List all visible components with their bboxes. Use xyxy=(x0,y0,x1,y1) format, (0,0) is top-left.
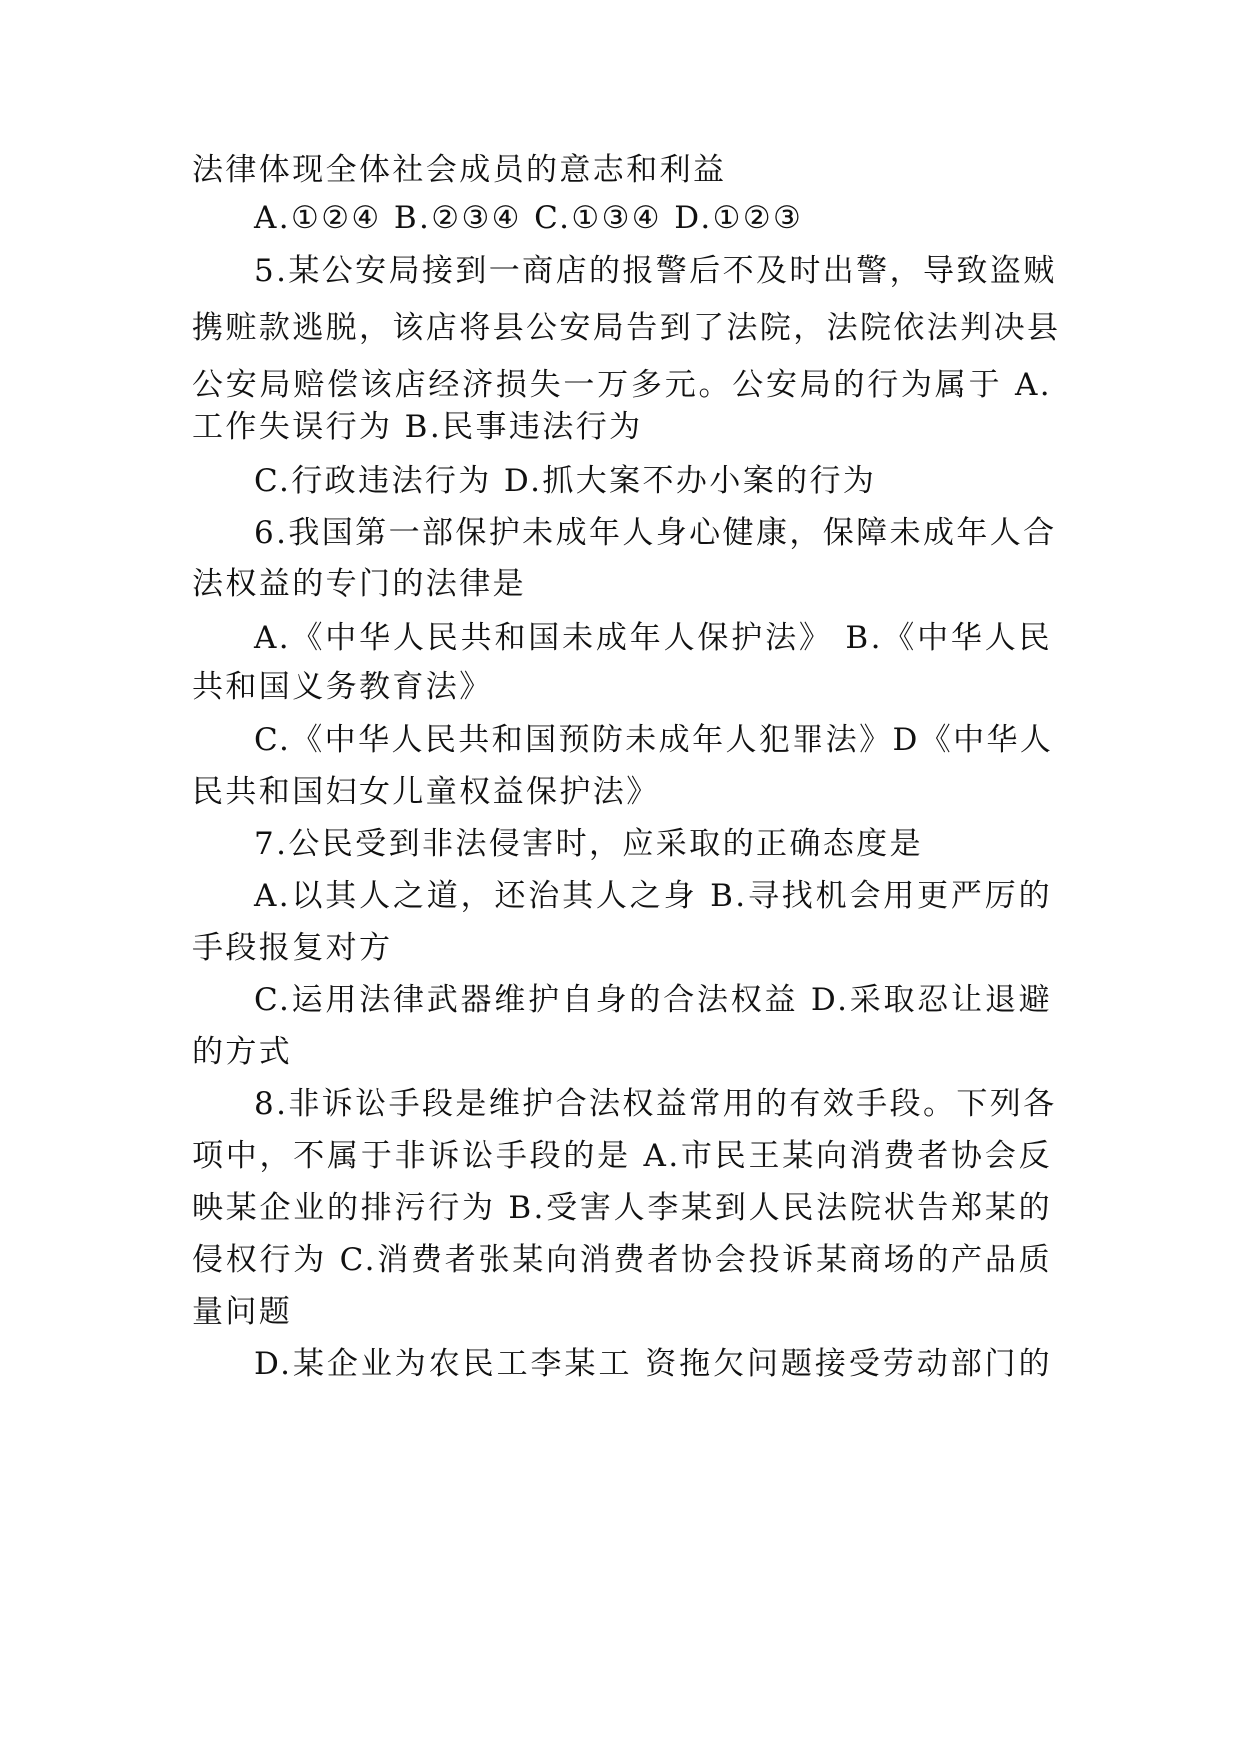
question-6: 6.我国第一部保护未成年人身心健康，保障未成年人合 xyxy=(254,515,1057,551)
text-line: 手段报复对方 xyxy=(192,930,393,966)
text-line: 携赃款逃脱，该店将县公安局告到了法院，法院依法判决县 xyxy=(192,310,1061,346)
text-line: 映某企业的排污行为 B.受害人李某到人民法院状告郑某的 xyxy=(192,1190,1052,1226)
text-line: 量问题 xyxy=(192,1294,293,1330)
answer-options: D.某企业为农民工李某工 资拖欠问题接受劳动部门的 xyxy=(254,1346,1052,1382)
answer-options: C.行政违法行为 D.抓大案不办小案的行为 xyxy=(254,463,877,499)
text-line: 民共和国妇女儿童权益保护法》 xyxy=(192,774,660,810)
answer-options: C.《中华人民共和国预防未成年人犯罪法》D《中华人 xyxy=(254,722,1054,758)
text-line: 工作失误行为 B.民事违法行为 xyxy=(192,409,643,445)
text-line: 侵权行为 C.消费者张某向消费者协会投诉某商场的产品质 xyxy=(192,1242,1052,1278)
text-line: 法权益的专门的法律是 xyxy=(192,566,526,602)
question-5: 5.某公安局接到一商店的报警后不及时出警，导致盗贼 xyxy=(254,253,1057,289)
text-line: 共和国义务教育法》 xyxy=(192,669,493,705)
answer-options: A.《中华人民共和国未成年人保护法》 B.《中华人民 xyxy=(254,620,1052,656)
text-line: 法律体现全体社会成员的意志和利益 xyxy=(192,152,727,188)
text-line: 的方式 xyxy=(192,1034,293,1070)
text-line: 项中，不属于非诉讼手段的是 A.市民王某向消费者协会反 xyxy=(192,1138,1052,1174)
text-line: 公安局赔偿该店经济损失一万多元。公安局的行为属于 A. xyxy=(192,367,1052,403)
question-7: 7.公民受到非法侵害时，应采取的正确态度是 xyxy=(254,826,923,862)
answer-options: A.①②④ B.②③④ C.①③④ D.①②③ xyxy=(254,200,804,236)
answer-options: A.以其人之道，还治其人之身 B.寻找机会用更严厉的 xyxy=(254,878,1052,914)
answer-options: C.运用法律武器维护自身的合法权益 D.采取忍让退避 xyxy=(254,982,1052,1018)
question-8: 8.非诉讼手段是维护合法权益常用的有效手段。下列各 xyxy=(254,1086,1057,1122)
